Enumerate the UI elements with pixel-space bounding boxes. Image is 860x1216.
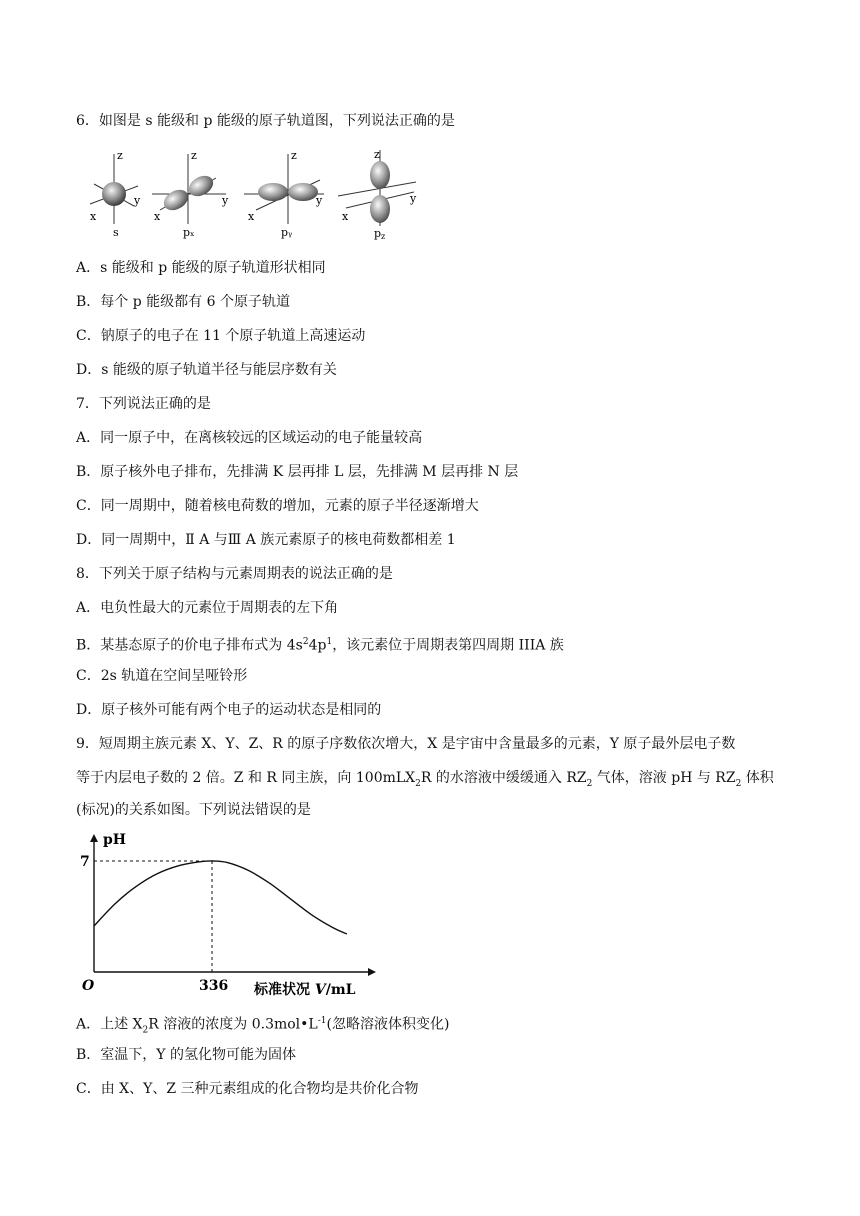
axis-x-label: x	[248, 210, 255, 223]
q9-option-b: B．室温下，Y 的氢化物可能为固体	[76, 1047, 296, 1063]
axis-z-label: z	[291, 149, 297, 162]
q8-option-d: D．原子核外可能有两个电子的运动状态是相同的	[76, 702, 382, 718]
q6-stem: 6．如图是 s 能级和 p 能级的原子轨道图，下列说法正确的是	[76, 113, 455, 129]
axis-y-label: y	[410, 192, 417, 205]
axis-x-label: x	[90, 210, 97, 223]
origin-label: O	[82, 978, 95, 994]
py-orbital	[244, 149, 324, 239]
axis-z-label: z	[374, 148, 380, 161]
q7-option-b: B．原子核外电子排布，先排满 K 层再排 L 层，先排满 M 层再排 N 层	[76, 464, 519, 480]
q6-option-d: D．s 能级的原子轨道半径与能层序数有关	[76, 362, 337, 378]
y-axis-arrow	[90, 834, 98, 842]
ph-volume-chart	[76, 828, 386, 1004]
x-axis-arrow	[368, 968, 376, 976]
q9-option-c: C．由 X、Y、Z 三种元素组成的化合物均是共价化合物	[76, 1081, 419, 1097]
q7-option-d: D．同一周期中，Ⅱ A 与Ⅲ A 族元素原子的核电荷数都相差 1	[76, 532, 456, 548]
q9-option-a: A．上述 $X_2R$ 溶液的浓度为 $0.3mol•L^{-1}$(忽略溶液体积变化)	[76, 1016, 450, 1036]
y-tick-7: 7	[80, 854, 90, 871]
ph-curve	[94, 861, 347, 934]
q9-stem-line3: (标况)的关系如图。下列说法错误的是	[76, 802, 311, 818]
q8-option-a: A．电负性最大的元素位于周期表的左下角	[76, 600, 339, 616]
x-tick-336: 336	[199, 978, 229, 994]
axis-y-label: y	[134, 194, 141, 207]
q9-stem-line2: 等于内层电子数的 2 倍。Z 和 R 同主族，向 100mLX$_2$R 的水溶液中缓缓通入 $RZ_2$ 气体，溶液 pH 与 $RZ_2$ 体积	[76, 770, 774, 789]
q7-stem: 7．下列说法正确的是	[76, 396, 211, 412]
x-axis-label: 标准状况 V/mL	[254, 982, 356, 998]
y-axis-label: pH	[103, 832, 127, 848]
q7-option-a: A．同一原子中，在离核较远的区域运动的电子能量较高	[76, 430, 423, 446]
q9-stem-line1: 9．短周期主族元素 X、Y、Z、R 的原子序数依次增大，X 是宇宙中含量最多的元素，Y 原子最外层电子数	[76, 736, 736, 752]
pz-label: pz	[374, 227, 386, 240]
axis-x-label: x	[154, 210, 161, 223]
s-orbital	[90, 149, 141, 239]
q8-stem: 8．下列关于原子结构与元素周期表的说法正确的是	[76, 566, 393, 582]
px-label: pₓ	[183, 226, 195, 239]
orbital-diagram	[84, 146, 424, 240]
axis-y-label: y	[222, 194, 229, 207]
axis-x-label: x	[342, 210, 349, 223]
q6-option-b: B．每个 p 能级都有 6 个原子轨道	[76, 294, 290, 310]
px-orbital	[152, 149, 229, 239]
py-label: pᵧ	[281, 226, 293, 239]
q8-option-c: C．2s 轨道在空间呈哑铃形	[76, 668, 248, 684]
axis-z-label: z	[117, 149, 123, 162]
s-label: s	[113, 226, 119, 239]
q8-option-b: B．某基态原子的价电子排布式为 $4s^24p^1$，该元素位于周期表第四周期 IIIA 族	[76, 637, 564, 654]
q6-option-c: C．钠原子的电子在 11 个原子轨道上高速运动	[76, 328, 366, 344]
axis-y-label: y	[316, 194, 323, 207]
q6-option-a: A．s 能级和 p 能级的原子轨道形状相同	[76, 260, 326, 276]
q7-option-c: C．同一周期中，随着核电荷数的增加，元素的原子半径逐渐增大	[76, 498, 479, 514]
axis-z-label: z	[191, 149, 197, 162]
pz-orbital	[338, 148, 417, 240]
